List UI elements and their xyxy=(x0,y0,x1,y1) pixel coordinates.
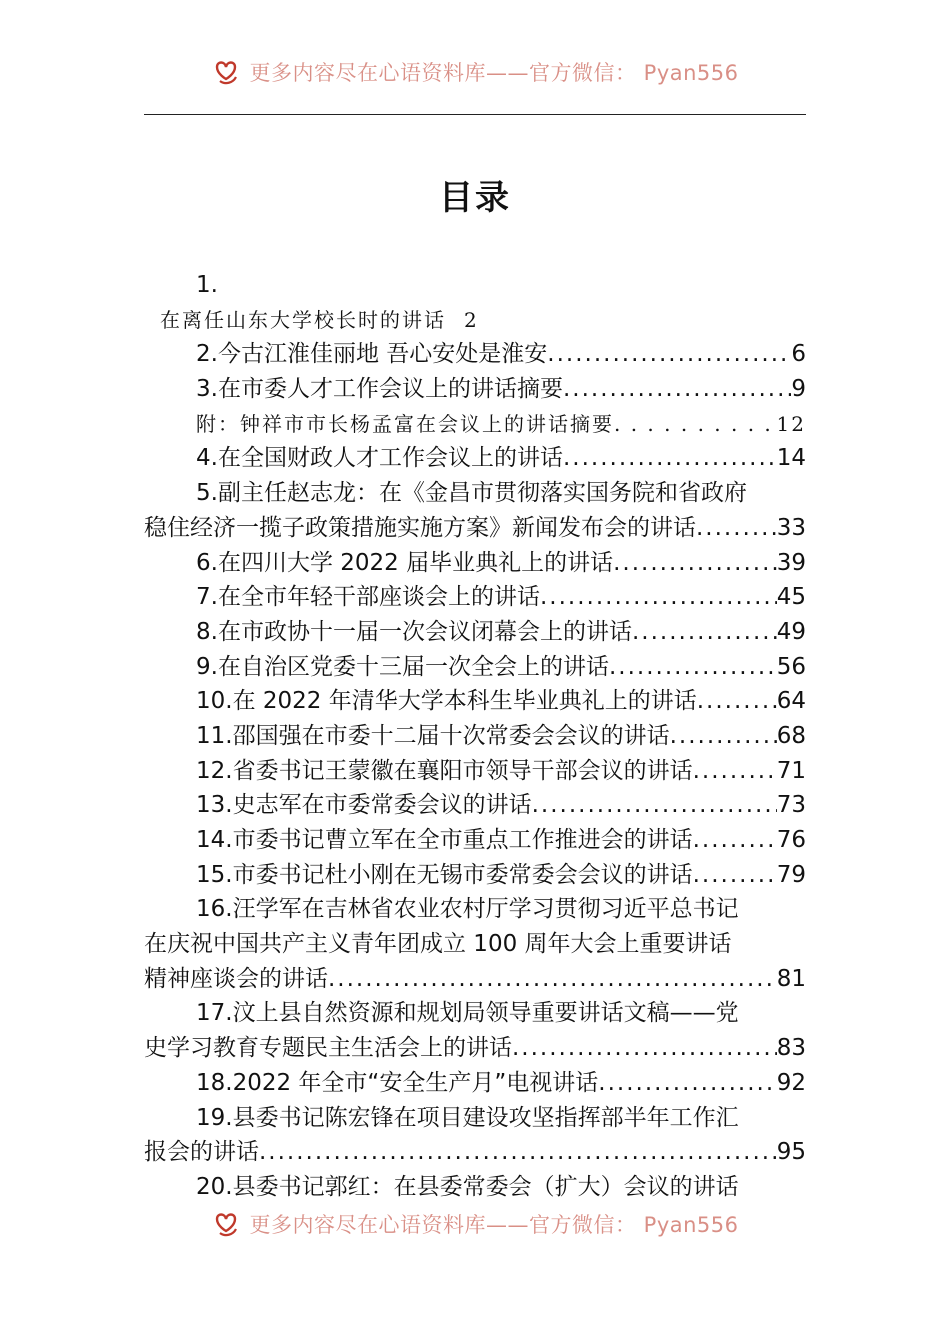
toc-entry-text: 6.在四川大学 2022 届毕业典礼上的讲话 xyxy=(196,549,614,576)
toc-entry-text: 5.副主任赵志龙：在《金昌市贯彻落实国务院和省政府 xyxy=(196,480,747,507)
toc-line[interactable] xyxy=(144,927,806,962)
toc-line[interactable] xyxy=(144,1101,806,1136)
toc-line[interactable] xyxy=(144,996,806,1031)
toc-entry-text: 精神座谈会的讲话 xyxy=(144,965,328,992)
toc-line[interactable] xyxy=(144,1170,806,1205)
toc-page-number: 2 xyxy=(464,307,479,332)
toc-entry-text: 19.县委书记陈宏锋在项目建设攻坚指挥部半年工作汇 xyxy=(196,1104,739,1131)
toc-entry-text: 报会的讲话 xyxy=(144,1139,259,1166)
toc-entry-text: 史学习教育专题民主生活会上的讲话 xyxy=(144,1035,512,1062)
toc-entry-text: 7.在全市年轻干部座谈会上的讲话 xyxy=(196,584,540,611)
toc-line[interactable] xyxy=(144,823,806,858)
dot-leader xyxy=(670,719,777,754)
toc-page-number: 71 xyxy=(776,757,806,784)
toc-page-number: 6 xyxy=(791,341,806,368)
toc-entry-text: 稳住经济一揽子政策措施实施方案》新闻发布会的讲话 xyxy=(144,514,696,541)
toc-entry-text: 15.市委书记杜小刚在无锡市委常委会会议的讲话 xyxy=(196,861,693,888)
dot-leader xyxy=(609,650,777,685)
dot-leader xyxy=(547,337,791,372)
banner-text: 更多内容尽在心语资料库——官方微信： Pyan556 xyxy=(249,1213,739,1237)
toc-line[interactable] xyxy=(144,511,806,546)
toc-page-number: 39 xyxy=(776,549,806,576)
dot-leader xyxy=(613,546,777,581)
toc-line[interactable] xyxy=(144,962,806,997)
toc-entry-text: 12.省委书记王蒙徽在襄阳市领导干部会议的讲话 xyxy=(196,757,693,784)
toc-entry-text: 在离任山东大学校长时的讲话 xyxy=(160,307,446,332)
toc-entry-text: 18.2022 年全市“安全生产月”电视讲话 xyxy=(196,1069,599,1096)
dot-leader xyxy=(512,1031,777,1066)
dot-leader xyxy=(532,788,777,823)
dot-leader xyxy=(328,962,777,997)
header-watermark-banner xyxy=(0,56,950,88)
banner-text: 更多内容尽在心语资料库——官方微信： Pyan556 xyxy=(249,61,739,85)
heart-swirl-logo-icon xyxy=(211,57,241,87)
table-of-contents xyxy=(144,268,806,1205)
dot-leader xyxy=(632,615,777,650)
toc-line[interactable] xyxy=(144,615,806,650)
toc-page-number: 56 xyxy=(776,653,806,680)
toc-line[interactable] xyxy=(144,1031,806,1066)
toc-page-number: 9 xyxy=(791,376,806,403)
toc-page-number: 12 xyxy=(776,411,806,436)
dot-leader xyxy=(693,754,777,789)
dot-leader xyxy=(696,511,777,546)
toc-entry-text: 14.市委书记曹立军在全市重点工作推进会的讲话 xyxy=(196,827,693,853)
toc-page-number: 64 xyxy=(776,688,806,715)
toc-entry-text: 16.汪学军在吉林省农业农村厅学习贯彻习近平总书记 xyxy=(196,896,739,923)
dot-leader xyxy=(563,441,777,476)
dot-leader xyxy=(614,407,777,442)
toc-entry-text: 11.邵国强在市委十二届十次常委会会议的讲话 xyxy=(196,722,670,749)
toc-line[interactable] xyxy=(144,719,806,754)
toc-page-number: 79 xyxy=(776,861,806,888)
toc-line[interactable] xyxy=(144,1066,806,1101)
toc-line[interactable] xyxy=(144,788,806,823)
toc-page-number: 92 xyxy=(776,1069,806,1096)
toc-line[interactable] xyxy=(144,441,806,476)
toc-line[interactable] xyxy=(144,858,806,893)
toc-entry-text: 8.在市政协十一届一次会议闭幕会上的讲话 xyxy=(196,618,632,645)
toc-entry-text: 17.汶上县自然资源和规划局领导重要讲话文稿——党 xyxy=(196,1000,739,1027)
toc-page-number: 14 xyxy=(776,445,806,472)
toc-line[interactable] xyxy=(144,684,806,719)
toc-entry-text: 附：钟祥市市长杨孟富在会议上的讲话摘要 xyxy=(196,411,614,436)
toc-entry-text: 9.在自治区党委十三届一次全会上的讲话 xyxy=(196,653,609,680)
toc-line[interactable] xyxy=(144,546,806,581)
toc-line[interactable] xyxy=(144,337,806,372)
dot-leader xyxy=(693,823,777,858)
toc-page-number: 68 xyxy=(776,722,806,749)
toc-entry-text: 3.在市委人才工作会议上的讲话摘要 xyxy=(196,376,563,403)
toc-line[interactable] xyxy=(144,407,806,442)
toc-line[interactable] xyxy=(144,580,806,615)
toc-entry-text: 13.史志军在市委常委会议的讲话 xyxy=(196,792,532,819)
header-rule xyxy=(144,114,806,115)
toc-page-number: 83 xyxy=(776,1035,806,1062)
toc-line[interactable] xyxy=(144,372,806,407)
toc-page-number: 33 xyxy=(776,514,806,541)
toc-page-number: 95 xyxy=(776,1139,806,1166)
toc-page-number: 49 xyxy=(776,618,806,645)
toc-entry-text: 4.在全国财政人才工作会议上的讲话 xyxy=(196,445,563,472)
dot-leader xyxy=(259,1135,777,1170)
dot-leader xyxy=(697,684,777,719)
toc-entry-text: 1. xyxy=(196,272,218,298)
toc-page-number: 45 xyxy=(776,584,806,611)
page-title: 目录 xyxy=(439,178,511,218)
toc-line[interactable] xyxy=(144,268,806,303)
dot-leader xyxy=(540,580,777,615)
toc-line[interactable] xyxy=(144,892,806,927)
footer-watermark-banner xyxy=(0,1208,950,1240)
toc-entry-text: 10.在 2022 年清华大学本科生毕业典礼上的讲话 xyxy=(196,688,697,715)
heart-swirl-logo-icon xyxy=(211,1209,241,1239)
toc-entry-text: 20.县委书记郭红：在县委常委会（扩大）会议的讲话 xyxy=(196,1173,739,1200)
toc-entry-text: 在庆祝中国共产主义青年团成立 100 周年大会上重要讲话 xyxy=(144,931,732,958)
toc-page-number: 76 xyxy=(776,827,806,853)
toc-page-number: 73 xyxy=(776,792,806,819)
toc-line[interactable] xyxy=(144,1135,806,1170)
toc-line[interactable] xyxy=(144,303,806,338)
toc-line[interactable] xyxy=(144,476,806,511)
dot-leader xyxy=(598,1066,776,1101)
dot-leader xyxy=(563,372,791,407)
toc-line[interactable] xyxy=(144,754,806,789)
toc-page-number: 81 xyxy=(776,965,806,992)
toc-entry-text: 2.今古江淮佳丽地 吾心安处是淮安 xyxy=(196,341,548,368)
dot-leader xyxy=(693,858,777,893)
toc-line[interactable] xyxy=(144,650,806,685)
